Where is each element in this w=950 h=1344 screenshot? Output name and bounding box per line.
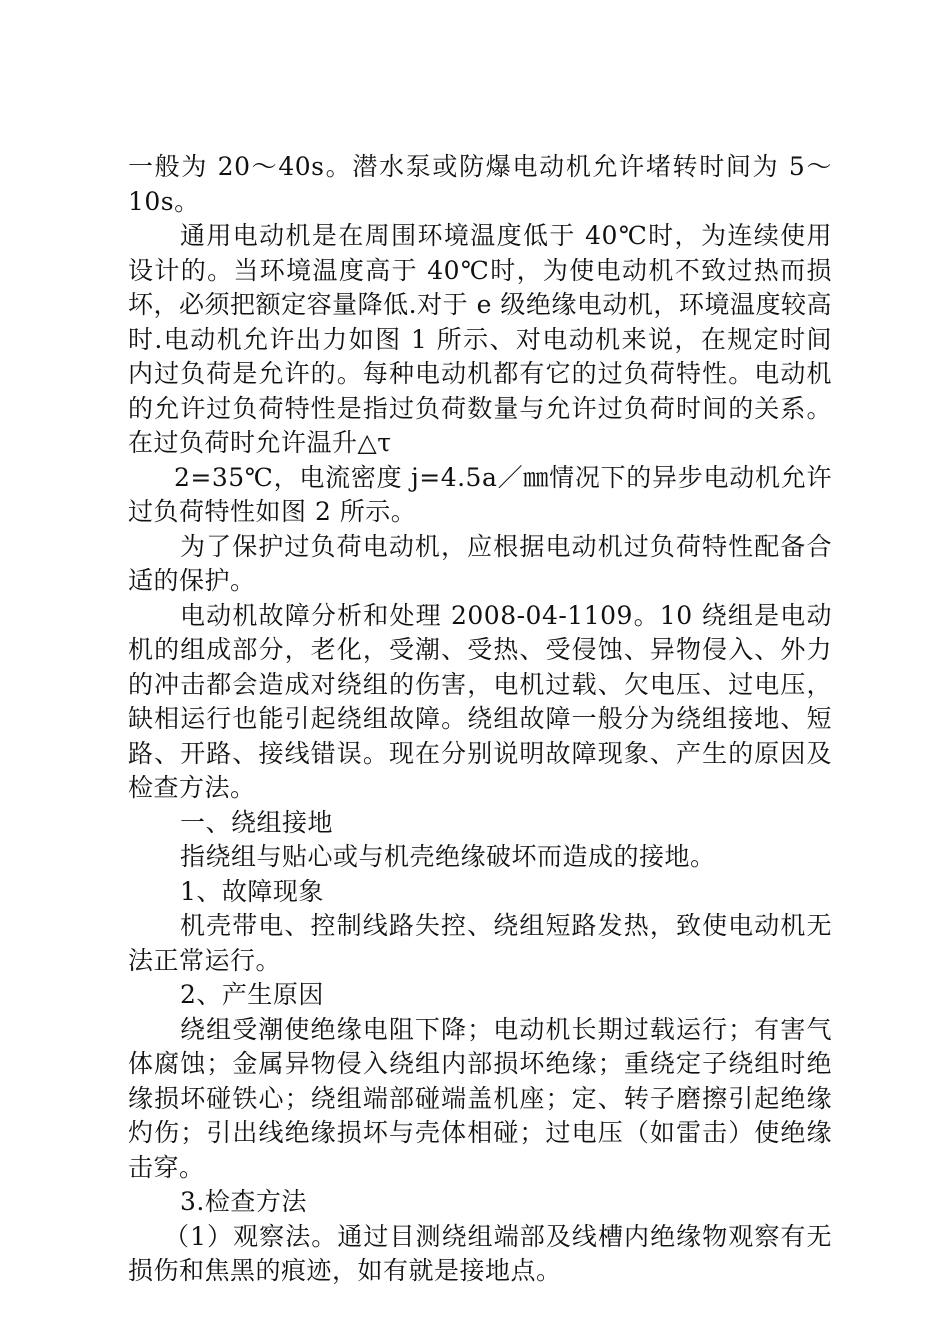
subheading-causes: 2、产生原因: [180, 980, 324, 1009]
section-heading-winding-ground: 一、绕组接地: [180, 807, 334, 837]
paragraph-ground-definition: 指绕组与贴心或与机壳绝缘破坏而造成的接地。: [180, 842, 716, 871]
paragraph-winding-faults-intro: 电动机故障分析和处理 2008-04-1109。10 绕组是电动机的组成部分，老化，受潮、受热、受侵蚀、异物侵入、外力的冲击都会造成对绕组的伤害，电机过载、欠电压、过电压，缺相运行也能引起绕组故障。绕组故障一般分为绕组接地、短路、开路、接线错误。现在分别说明故障现象、产生的原因及检查方法。: [128, 600, 832, 802]
paragraph-overload-characteristic: 2=35℃，电流密度 j=4.5a／㎜情况下的异步电动机允许过负荷特性如图 2 所示。: [128, 462, 832, 526]
paragraph-observation-method: （1）观察法。通过目测绕组端部及线槽内绝缘物观察有无损伤和焦黑的痕迹，如有就是接地点。: [128, 1221, 832, 1285]
paragraph-fault-symptoms: 机壳带电、控制线路失控、绕组短路发热，致使电动机无法正常运行。: [128, 911, 832, 975]
paragraph-causes: 绕组受潮使绝缘电阻下降；电动机长期过载运行；有害气体腐蚀；金属异物侵入绕组内部损坏绝缘；重绕定子绕组时绝缘损坏碰铁心；绕组端部碰端盖机座；定、转子磨擦引起绝缘灼伤；引出线绝缘损坏与壳体相碰；过电压（如雷击）使绝缘击穿。: [128, 1014, 832, 1182]
paragraph-stall-time: 一般为 20～40s。潜水泵或防爆电动机允许堵转时间为 5～10s。: [128, 152, 832, 216]
paragraph-ambient-temperature: 通用电动机是在周围环境温度低于 40℃时，为连续使用设计的。当环境温度高于 40℃时，为使电动机不致过热而损坏，必须把额定容量降低.对于 e 级绝缘电动机，环境温度较高时.电动机允许出力如图 1 所示、对电动机来说，在规定时间内过负荷是允许的。每种电动机都有它的过负荷特性。电动机的允许过负荷特性是指过负荷数量与允许过负荷时间的关系。在过负荷时允许温升△τ: [128, 221, 832, 457]
paragraph-overload-protection: 为了保护过负荷电动机，应根据电动机过负荷特性配备合适的保护。: [128, 531, 832, 595]
document-body: [128, 150, 832, 1289]
subheading-fault-symptoms: 1、故障现象: [180, 876, 324, 906]
subheading-inspection-methods: 3.检查方法: [180, 1187, 307, 1216]
